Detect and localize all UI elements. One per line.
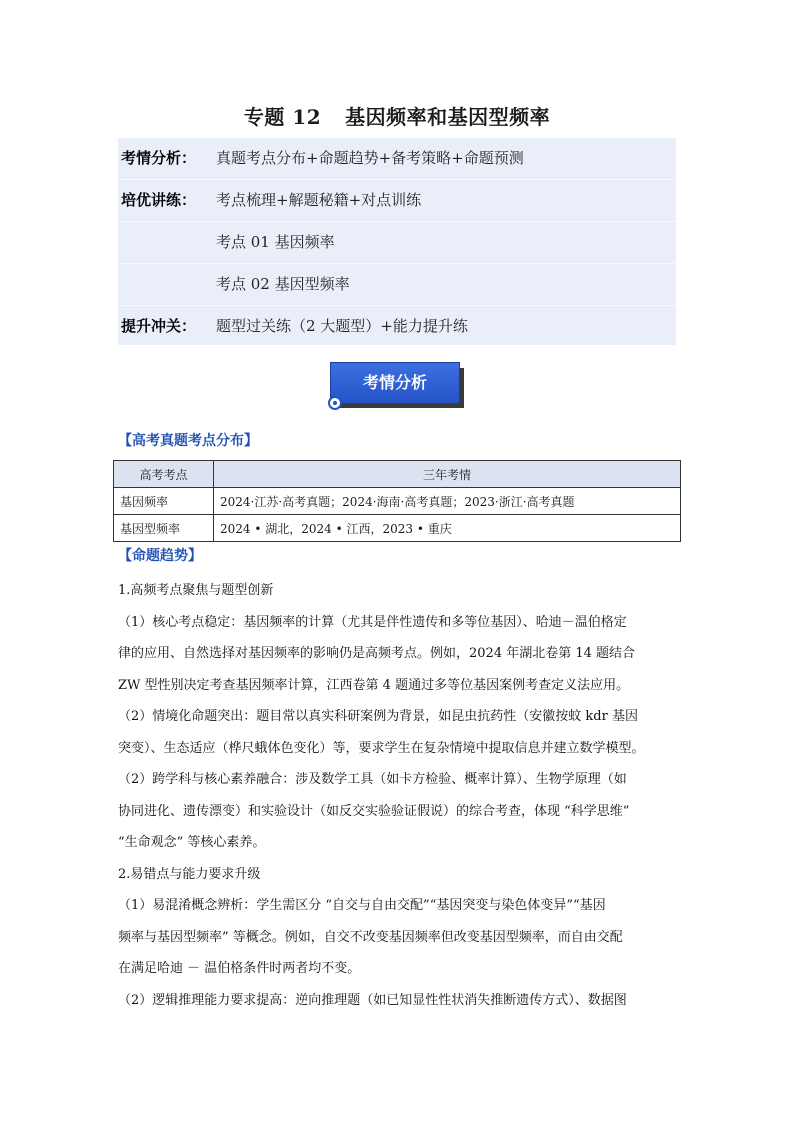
section-heading-distribution: 【高考真题考点分布】 (118, 433, 258, 449)
table-cell-detail: 2024 • 湖北，2024 • 江西，2023 • 重庆 (214, 515, 681, 542)
badge-label: 考情分析 (330, 362, 460, 404)
table-row (114, 488, 681, 515)
topic-number: 专题 12 (243, 105, 322, 129)
section-badge (330, 362, 466, 410)
outline-row (118, 222, 676, 264)
table-cell-topic: 基因频率 (114, 488, 214, 515)
outline-label: 考情分析： (121, 149, 197, 167)
outline-label: 培优讲练： (121, 191, 197, 209)
paragraph-line: （2）逻辑推理能力要求提高：逆向推理题（如已知显性性状消失推断遗传方式）、数据图 (118, 992, 627, 1008)
paragraph-line: ZW 型性别决定考查基因频率计算，江西卷第 4 题通过多等位基因案例考查定义法应用。 (118, 677, 630, 693)
table-cell-detail: 2024·江苏·高考真题；2024·海南·高考真题；2023·浙江·高考真题 (214, 488, 681, 515)
trend-body (118, 575, 680, 1016)
paragraph-line: 1.高频考点聚焦与题型创新 (118, 583, 274, 598)
outline-content: 真题考点分布+命题趋势+备考策略+命题预测 (216, 149, 524, 167)
paragraph-line: 2.易错点与能力要求升级 (118, 866, 261, 882)
outline-content: 考点 01 基因频率 (216, 233, 335, 251)
outline-row (118, 138, 676, 180)
paragraph-line: （2）情境化命题突出：题目常以真实科研案例为背景，如昆虫抗药性（安徽按蚊 kdr 基因 (118, 709, 638, 724)
table-header-cell: 高考考点 (114, 461, 214, 488)
outline-row (118, 264, 676, 306)
paragraph-line: “生命观念” 等核心素养。 (118, 835, 266, 850)
outline-content: 考点 02 基因型频率 (216, 275, 350, 293)
paragraph-line: 频率与基因型频率” 等概念。例如，自交不改变基因频率但改变基因型频率，而自由交配 (118, 929, 623, 945)
paragraph-line: 在满足哈迪 － 温伯格条件时两者均不变。 (118, 961, 361, 976)
paragraph-line: （1）易混淆概念辨析：学生需区分 “自交与自由交配”“基因突变与染色体变异”“基因 (118, 898, 606, 913)
paragraph-line: （2）跨学科与核心素养融合：涉及数学工具（如卡方检验、概率计算）、生物学原理（如 (118, 772, 627, 787)
topic-title: 基因频率和基因型频率 (345, 105, 551, 129)
paragraph-line: 协同进化、遗传漂变）和实验设计（如反交实验验证假说）的综合考查，体现 “科学思维” (118, 803, 630, 819)
outline-content: 考点梳理+解题秘籍+对点训练 (216, 191, 422, 209)
paragraph-line: （1）核心考点稳定：基因频率的计算（尤其是伴性遗传和多等位基因）、哈迪－温伯格定 (118, 614, 627, 630)
outline-content: 题型过关练（2 大题型）+能力提升练 (216, 317, 468, 335)
page-title (0, 101, 794, 130)
outline-label: 提升冲关： (121, 317, 197, 335)
target-dot-icon (328, 396, 342, 410)
paragraph-line: 律的应用、自然选择对基因频率的影响仍是高频考点。例如，2024 年湖北卷第 14 题结合 (118, 646, 636, 661)
table-cell-topic: 基因型频率 (114, 515, 214, 542)
table-row (114, 515, 681, 542)
section-heading-trend: 【命题趋势】 (118, 548, 202, 564)
outline-row (118, 180, 676, 222)
table-header-cell: 三年考情 (214, 461, 681, 488)
paragraph-line: 突变）、生态适应（桦尺蛾体色变化）等，要求学生在复杂情境中提取信息并建立数学模型。 (118, 740, 645, 756)
exam-distribution-table (113, 460, 681, 542)
table-header-row (114, 461, 681, 488)
outline-box (118, 138, 676, 345)
outline-row (118, 306, 676, 347)
